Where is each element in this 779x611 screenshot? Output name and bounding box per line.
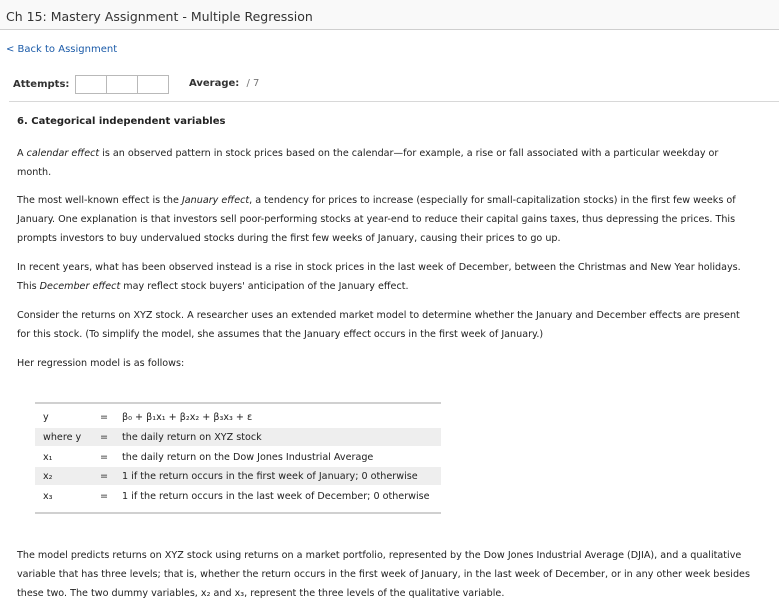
emphasis-term: January effect xyxy=(181,195,250,206)
average-indicator xyxy=(189,78,259,89)
paragraph-december-effect xyxy=(17,258,755,296)
attempt-boxes xyxy=(75,75,169,94)
model-equals: = xyxy=(99,470,109,482)
attempt-box xyxy=(75,75,107,94)
model-definition: 1 if the return occurs in the last week of December; 0 otherwise xyxy=(122,490,430,502)
attempts-indicator xyxy=(13,74,169,94)
model-term: x₂ xyxy=(43,470,53,482)
model-row xyxy=(35,448,441,466)
regression-model-table xyxy=(35,402,441,514)
model-definition: the daily return on XYZ stock xyxy=(122,431,262,443)
model-definition: 1 if the return occurs in the first week of January; 0 otherwise xyxy=(122,470,418,482)
attempt-box xyxy=(137,75,169,94)
paragraph-calendar-effect xyxy=(17,144,755,182)
model-row xyxy=(35,408,441,426)
paragraph-text: The most well-known effect is the xyxy=(17,195,182,206)
paragraph-text: A xyxy=(17,148,27,159)
emphasis-term: December effect xyxy=(39,281,121,292)
paragraph-text: may reflect stock buyers' anticipation of the January effect. xyxy=(120,281,409,292)
attempt-box xyxy=(106,75,138,94)
attempts-label: Attempts: xyxy=(13,78,70,90)
model-row xyxy=(35,467,441,485)
average-label: Average: xyxy=(189,78,240,89)
model-equals: = xyxy=(99,431,109,443)
paragraph-xyz-stock: Consider the returns on XYZ stock. A researcher uses an extended market model to determine whether the January and December effects are present for this stock. (To simplify the model, she assumes that the January effect occurs in the first week of January.) xyxy=(17,310,740,340)
paragraph-model-explanation: The model predicts returns on XYZ stock using returns on a market portfolio, represented by the Dow Jones Industrial Average (DJIA), and a qualitative variable that has three levels; that is, whether the return occurs in the first week of January, in the last week of December, or in any other week besides these two. The two dummy variables, x₂ and x₃, represent the three levels of the qualitative variable. xyxy=(17,550,750,599)
paragraph-january-effect xyxy=(17,191,755,248)
model-term: y xyxy=(43,411,49,423)
model-equals: = xyxy=(99,411,109,423)
model-row xyxy=(35,487,441,505)
model-term: x₃ xyxy=(43,490,53,502)
model-definition: β₀ + β₁x₁ + β₂x₂ + β₃x₃ + ε xyxy=(122,411,253,423)
average-value: / 7 xyxy=(246,78,260,89)
model-definition: the daily return on the Dow Jones Industrial Average xyxy=(122,451,374,463)
model-equals: = xyxy=(99,451,109,463)
paragraph-text: , a tendency for prices to increase (especially for small-capitalization stocks) in the first few weeks of January. One explanation is that investors sell poor-performing stocks at year-end to reduce their capital gains taxes, thus depressing the prices. This prompts investors to buy undervalued stocks during the first few weeks of January, causing their prices to go up. xyxy=(17,195,736,244)
back-to-assignment-link[interactable]: < Back to Assignment xyxy=(6,44,118,55)
model-term: x₁ xyxy=(43,451,53,463)
paragraph-text: In recent years, what has been observed instead is a rise in stock prices in the last week of December, between the Christmas and New Year holidays. This xyxy=(17,262,741,292)
model-row xyxy=(35,428,441,446)
title-bar xyxy=(0,0,779,30)
section-divider xyxy=(9,101,779,102)
paragraph-text: is an observed pattern in stock prices based on the calendar—for example, a rise or fall associated with a particular weekday or month. xyxy=(17,148,719,178)
question-title: 6. Categorical independent variables xyxy=(17,116,226,127)
emphasis-term: calendar effect xyxy=(26,148,100,159)
paragraph-model-intro: Her regression model is as follows: xyxy=(17,358,185,369)
model-equals: = xyxy=(99,490,109,502)
model-term: where y xyxy=(43,431,82,443)
window-title: Ch 15: Mastery Assignment - Multiple Regression xyxy=(6,9,313,24)
